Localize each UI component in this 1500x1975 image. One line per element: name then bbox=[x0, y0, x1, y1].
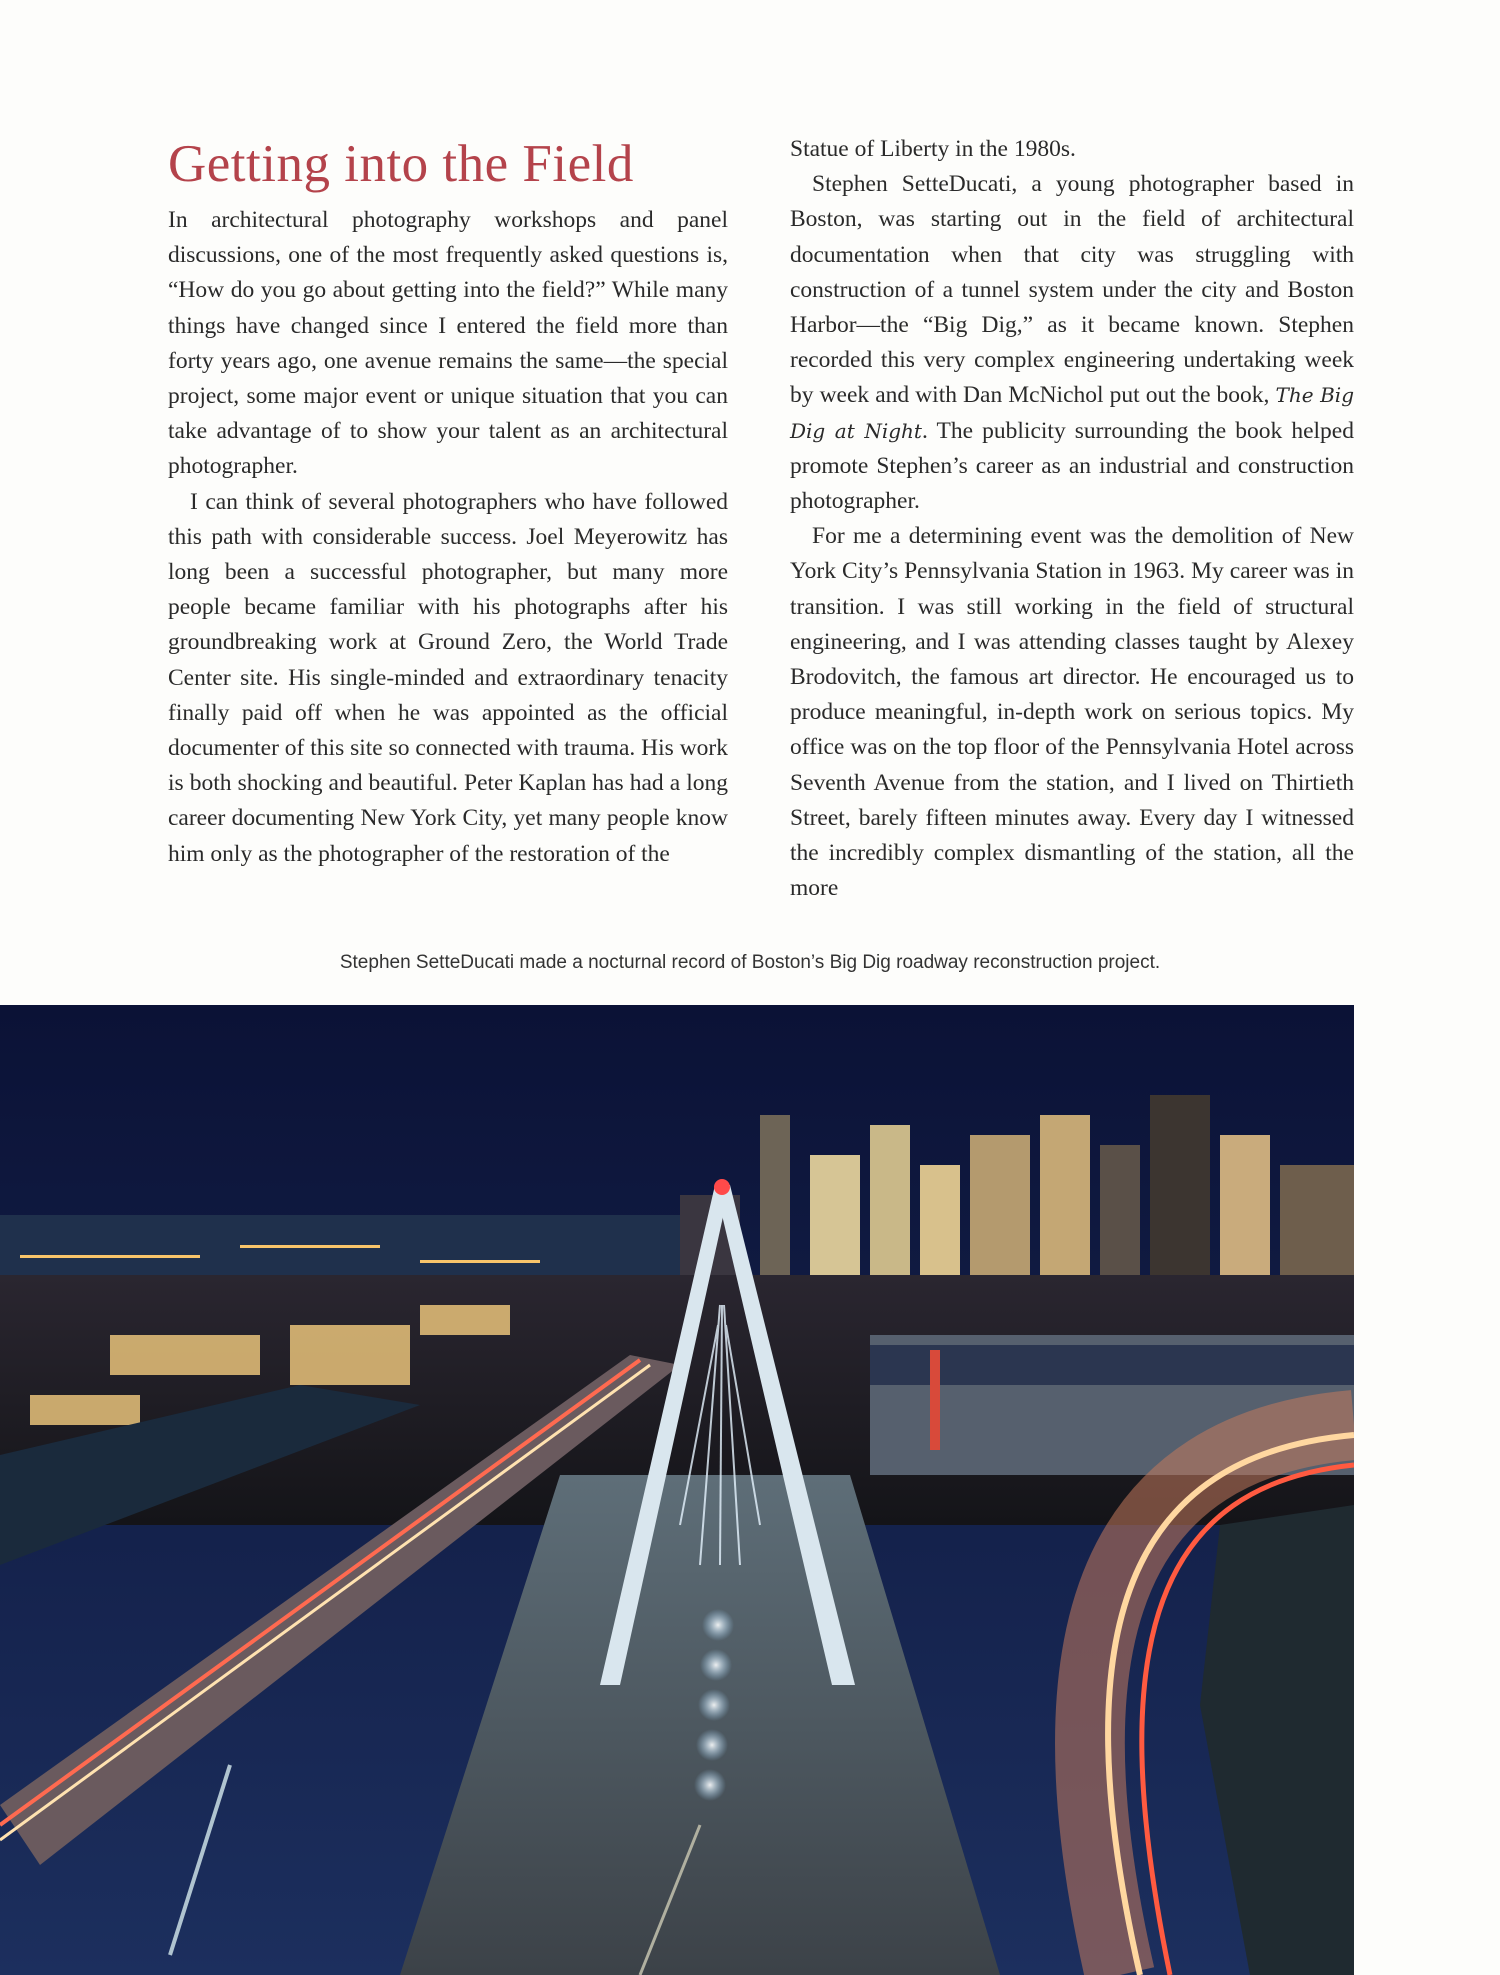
paragraph: In architectural photography workshops and panel discussions, one of the most frequently asked questions is, “How do you go about getting into the field?” While many things have changed since I entered the field more than forty years ago, one avenue remains the same—the special project, some major event or unique situation that you can take advantage of to show your talent as an architectural photographer. bbox=[168, 207, 728, 480]
left-column bbox=[168, 135, 728, 872]
paragraph: For me a determining event was the demolition of New York City’s Pennsylvania Station in 1963. My career was in transition. I was still working in the field of structural engineering, and I was attending classes taught by Alexey Brodovitch, the famous art director. He encouraged us to produce meaningful, in-depth work on serious topics. My office was on the top floor of the Pennsylvania Hotel across Seventh Avenue from the station, and I lived on Thirtieth Street, barely fifteen minutes away. Every day I witnessed the incredibly complex dismantling of the station, all the more bbox=[790, 523, 1354, 902]
paragraph: I can think of several photographers who have followed this path with considerable success. Joel Meyerowitz has long been a successful photographer, but many more people became familiar with his photographs after his groundbreaking work at Ground Zero, the World Trade Center site. His single-minded and extraordinary tenacity finally paid off when he was appointed as the official documenter of this site so connected with trauma. His work is both shocking and beautiful. Peter Kaplan has had a long career documenting New York City, yet many people know him only as the photographer of the restoration of the bbox=[168, 488, 728, 867]
paragraph-continuation: Statue of Liberty in the 1980s. bbox=[790, 136, 1076, 162]
boston-night-photo bbox=[0, 1005, 1354, 1975]
paragraph bbox=[790, 167, 1354, 519]
article-title: Getting into the Field bbox=[168, 135, 634, 193]
book-title: The Big Dig at Night bbox=[790, 383, 1354, 443]
photo-caption: Stephen SetteDucati made a nocturnal record of Boston’s Big Dig roadway reconstruction project. bbox=[339, 952, 1161, 973]
paragraph-text: . The publicity surrounding the book helped promote Stephen’s career as an industrial and construction photographer. bbox=[790, 417, 1354, 515]
paragraph-text: Stephen SetteDucati, a young photographer based in Boston, was starting out in the field of architectural documentation when that city was struggling with construction of a tunnel system under the city and Boston Harbor—the “Big Dig,” as it became known. Stephen recorded this very complex engineering undertaking week by week and with Dan McNichol put out the book, bbox=[790, 171, 1354, 409]
right-column bbox=[790, 132, 1354, 906]
tower-beacon bbox=[714, 1179, 730, 1195]
